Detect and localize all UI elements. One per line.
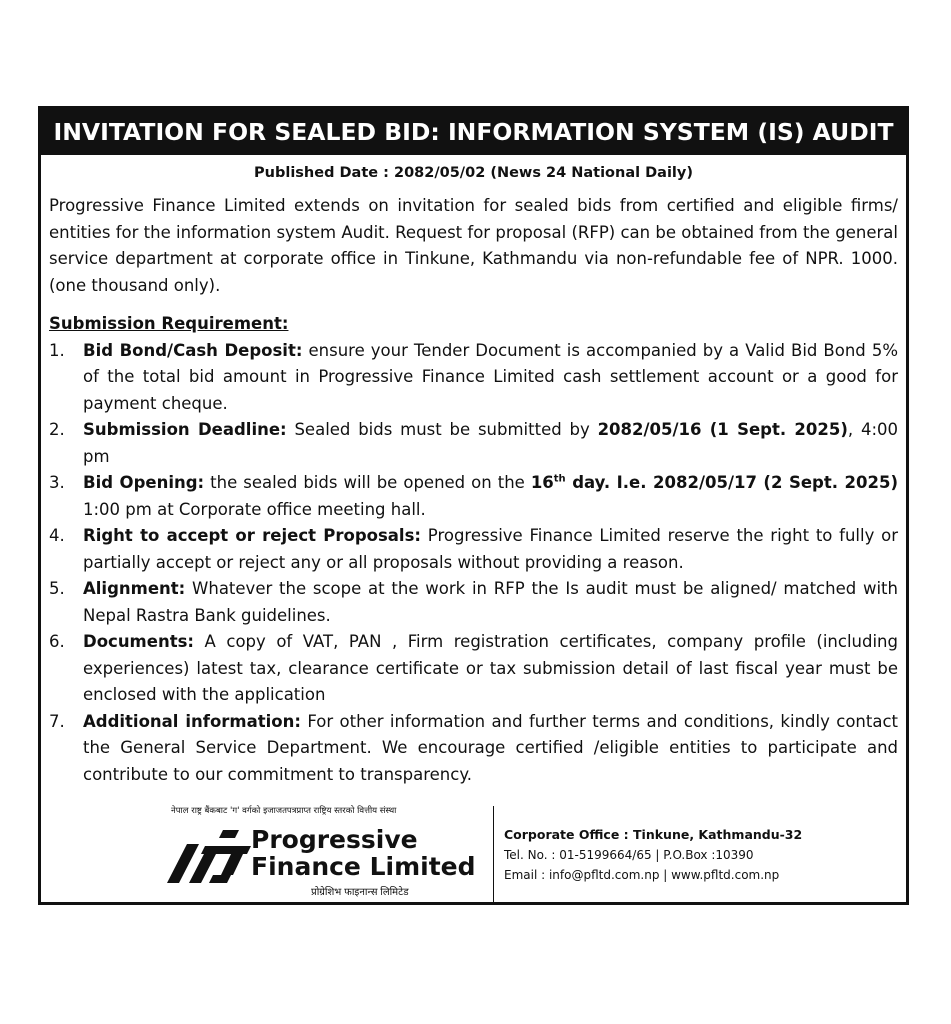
logo-nepali-name: प्रोग्रेशिभ फाइनान्स लिमिटेड [311, 887, 409, 898]
intro-paragraph: Progressive Finance Limited extends on invitation for sealed bids from certified and eligible firms/ entities for the information system Audit. Request for proposal (RFP) can be obtained from the general service department at corporate office in Tinkune, Kathmandu via non-refundable fee of NPR. 1000. (one thousand only). [49, 196, 898, 295]
list-item: 4. Right to accept or reject Proposals: Progressive Finance Limited reserve the right to fully or partially accept or reject any or all proposals without providing a reason. [49, 526, 898, 572]
bid-notice [38, 106, 909, 905]
pfl-logo-icon [165, 826, 257, 886]
list-item: 7. Additional information: For other information and further terms and conditions, kindly contact the General Service Department. We encourage certified /eligible entities to participate and contribute to our commitment to transparency. [49, 711, 898, 784]
notice-body [49, 193, 898, 788]
company-logo [141, 804, 513, 904]
list-item: 3. Bid Opening: the sealed bids will be opened on the 16th day. I.e. 2082/05/17 (2 Sept. 2025) 1:00 pm at Corporate office meeting hall. [49, 473, 898, 519]
contact-info [504, 825, 802, 885]
logo-wordmark: Progressive Finance Limited [251, 825, 476, 881]
notice-footer [41, 804, 906, 904]
corporate-office: Corporate Office : Tinkune, Kathmandu-32 [504, 827, 803, 842]
telephone: Tel. No. : 01-5199664/65 | P.O.Box :10390 [504, 848, 754, 862]
list-item: 1. Bid Bond/Cash Deposit: ensure your Tender Document is accompanied by a Valid Bid Bond 5% of the total bid amount in Progressive Finance Limited cash settlement account or a good for payment cheque. [49, 340, 898, 413]
notice-title: INVITATION FOR SEALED BID: INFORMATION SYSTEM (IS) AUDIT [41, 109, 906, 155]
published-date: Published Date : 2082/05/02 (News 24 National Daily) [254, 165, 693, 181]
list-item: 6. Documents: A copy of VAT, PAN , Firm registration certificates, company profile (including experiences) latest tax, clearance certificate or tax submission detail of last fiscal year must be enclosed with the application [49, 632, 898, 704]
list-item: 5. Alignment: Whatever the scope at the work in RFP the Is audit must be aligned/ matched with Nepal Rastra Bank guidelines. [49, 579, 898, 625]
submission-heading: Submission Requirement: [49, 314, 289, 333]
requirements-list [49, 338, 898, 789]
logo-tagline: नेपाल राष्ट्र बैंकबाट 'ग' वर्गको इजाजतपत्रप्राप्त राष्ट्रिय स्तरको वित्तीय संस्था [171, 806, 397, 816]
list-item: 2. Submission Deadline: Sealed bids must be submitted by 2082/05/16 (1 Sept. 2025), 4:00 pm [49, 420, 899, 466]
footer-divider [493, 806, 494, 902]
email-website: Email : info@pfltd.com.np | www.pfltd.com.np [504, 868, 780, 882]
